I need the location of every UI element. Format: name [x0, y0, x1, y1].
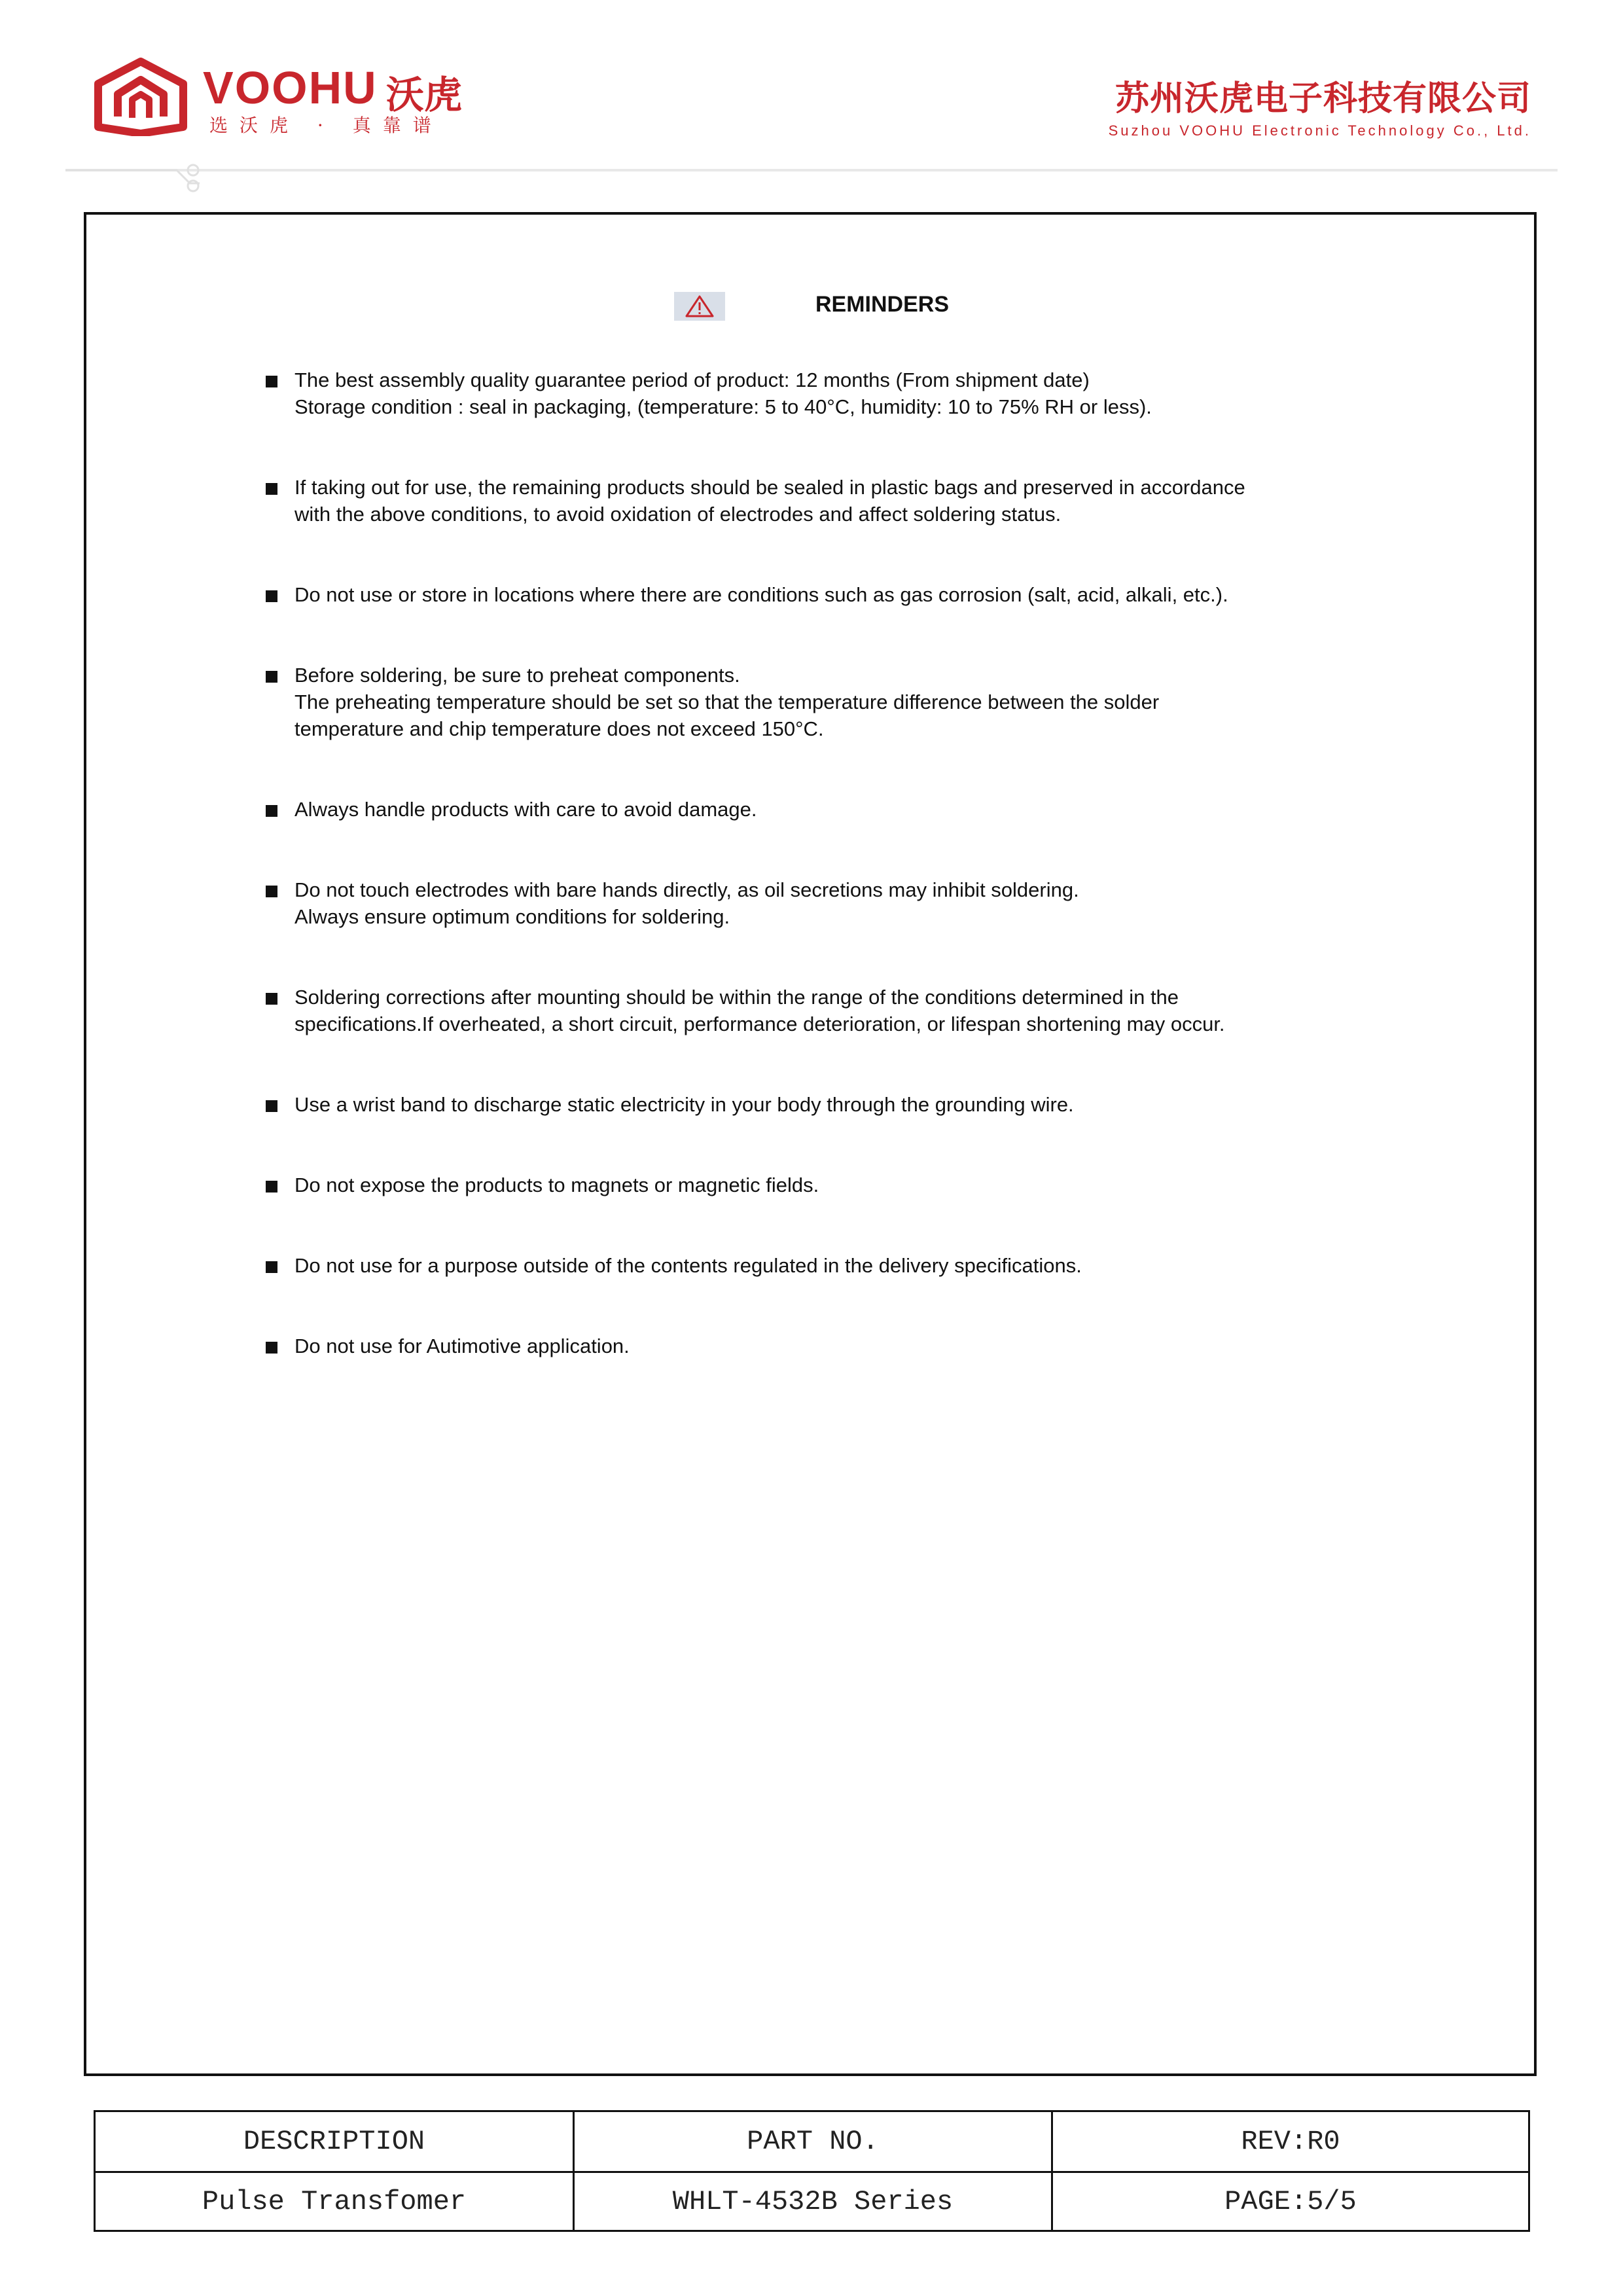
bullet-square-icon: [266, 805, 277, 817]
item-line: Always ensure optimum conditions for soldering.: [294, 905, 730, 928]
circuit-trace-icon: [65, 157, 223, 196]
item-line: Do not touch electrodes with bare hands directly, as oil secretions may inhibit soldering.: [294, 878, 1079, 901]
description-value: Pulse Transfomer: [202, 2185, 467, 2217]
logo-wordmark: VOOHU: [203, 62, 378, 113]
part-no-value: WHLT-4532B Series: [672, 2185, 954, 2217]
bullet-square-icon: [266, 1261, 277, 1273]
voohu-emblem-icon: [92, 58, 190, 136]
item-line: Always handle products with care to avoid damage.: [294, 798, 757, 821]
item-line: Do not expose the products to magnets or magnetic fields.: [294, 1174, 819, 1196]
page-number: PAGE:5/5: [1224, 2185, 1357, 2217]
footer-table: [94, 2110, 1530, 2232]
logo-chinese-name: 沃虎: [386, 74, 463, 117]
revision-label: REV:R0: [1241, 2126, 1340, 2157]
bullet-square-icon: [266, 590, 277, 602]
part-no-label: PART NO.: [747, 2126, 879, 2157]
bullet-square-icon: [266, 671, 277, 683]
section-header: [674, 288, 1263, 327]
item-line: If taking out for use, the remaining products should be sealed in plastic bags and preserved in accordance: [294, 476, 1245, 499]
company-logo: [92, 58, 463, 143]
item-line: The preheating temperature should be set so that the temperature difference between the solder: [294, 691, 1160, 713]
logo-slogan: 选沃虎 · 真靠谱: [209, 115, 443, 136]
bullet-square-icon: [266, 483, 277, 495]
item-line: Do not use for Autimotive application.: [294, 1335, 630, 1357]
item-line: specifications.If overheated, a short circuit, performance deterioration, or lifespan shortening may occur.: [294, 1013, 1225, 1035]
bullet-square-icon: [266, 376, 277, 387]
item-line: Before soldering, be sure to preheat components.: [294, 664, 740, 687]
warning-icon: [674, 292, 725, 321]
item-line: temperature and chip temperature does not exceed 150°C.: [294, 717, 824, 740]
item-line: Soldering corrections after mounting should be within the range of the conditions determined in the: [294, 986, 1179, 1009]
company-name-en: Suzhou VOOHU Electronic Technology Co., Ltd.: [1108, 122, 1531, 139]
bullet-square-icon: [266, 1100, 277, 1112]
item-line: Do not use or store in locations where there are conditions such as gas corrosion (salt, acid, alkali, etc.).: [294, 583, 1228, 606]
bullet-square-icon: [266, 993, 277, 1005]
company-name-cn: 苏州沃虎电子科技有限公司: [1115, 80, 1531, 118]
item-line: Use a wrist band to discharge static electricity in your body through the grounding wire.: [294, 1093, 1074, 1116]
bullet-square-icon: [266, 1342, 277, 1354]
bullet-square-icon: [266, 1181, 277, 1193]
item-line: Storage condition : seal in packaging, (temperature: 5 to 40°C, humidity: 10 to 75% RH or less).: [294, 395, 1152, 418]
item-line: Do not use for a purpose outside of the contents regulated in the delivery specifications.: [294, 1254, 1082, 1277]
section-title: REMINDERS: [815, 292, 950, 317]
company-name-block: [1109, 71, 1531, 139]
item-line: The best assembly quality guarantee period of product: 12 months (From shipment date): [294, 368, 1090, 391]
bullet-square-icon: [266, 886, 277, 897]
header-divider: [65, 169, 1558, 171]
item-line: with the above conditions, to avoid oxidation of electrodes and affect soldering status.: [294, 503, 1061, 526]
description-label: DESCRIPTION: [243, 2126, 425, 2157]
